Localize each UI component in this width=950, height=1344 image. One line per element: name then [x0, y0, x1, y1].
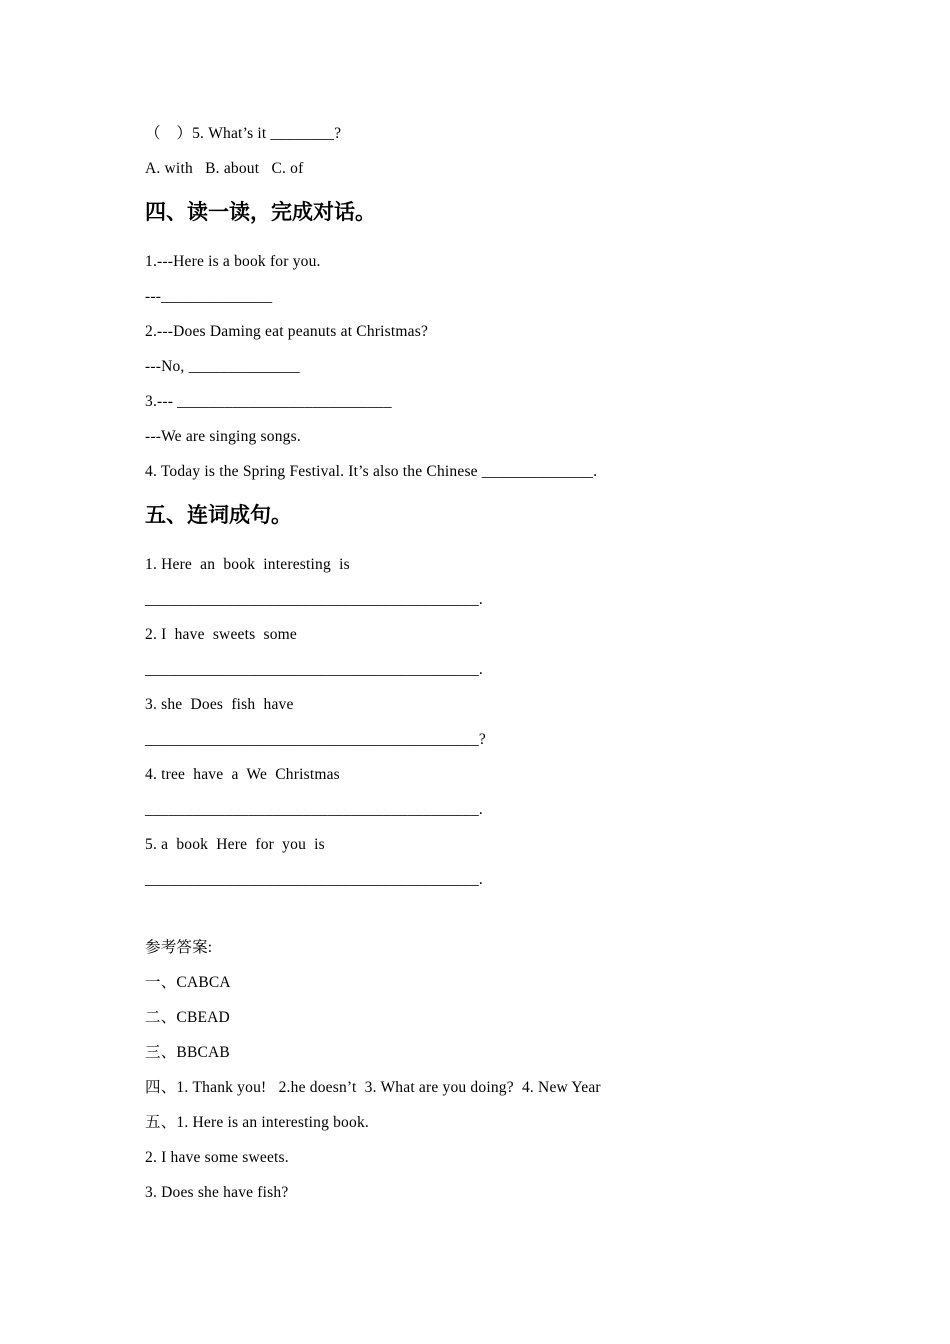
answer-key-line: 2. I have some sweets. [145, 1149, 289, 1166]
sentence-words-line: 3. she Does fish have [145, 696, 294, 713]
dialogue-line: 1.---Here is a book for you. [145, 253, 321, 270]
answer-key-line: 一、CABCA [145, 974, 231, 991]
sentence-words-line: 4. tree have a We Christmas [145, 766, 340, 783]
dialogue-blank-line: 3.--- ___________________________ [145, 393, 392, 410]
section4-heading: 四、读一读，完成对话。 [145, 200, 376, 224]
answer-blank-line: __________________________________________. [145, 871, 483, 888]
mc-question-5-options: A. with B. about C. of [145, 160, 304, 177]
sentence-words-line: 1. Here an book interesting is [145, 556, 350, 573]
sentence-words-line: 5. a book Here for you is [145, 836, 325, 853]
answer-key-line: 二、CBEAD [145, 1009, 230, 1026]
mc-question-5: （ ）5. What’s it ________? [145, 125, 342, 142]
dialogue-line: 4. Today is the Spring Festival. It’s also the Chinese ______________. [145, 463, 598, 480]
answer-blank-line: __________________________________________. [145, 591, 483, 608]
answer-blank-line: __________________________________________. [145, 661, 483, 678]
dialogue-blank-line: ---No, ______________ [145, 358, 300, 375]
answer-key-line: 五、1. Here is an interesting book. [145, 1114, 369, 1131]
answer-key-line: 四、1. Thank you! 2.he doesn’t 3. What are you doing? 4. New Year [145, 1079, 601, 1096]
dialogue-line: ---We are singing songs. [145, 428, 301, 445]
dialogue-blank-line: ---______________ [145, 288, 273, 305]
sentence-words-line: 2. I have sweets some [145, 626, 298, 643]
dialogue-line: 2.---Does Daming eat peanuts at Christmas? [145, 323, 429, 340]
answer-blank-line: __________________________________________? [145, 731, 486, 748]
answers-title: 参考答案: [145, 939, 213, 956]
section5-heading: 五、连词成句。 [145, 503, 292, 527]
answer-key-line: 三、BBCAB [145, 1044, 230, 1061]
answer-key-line: 3. Does she have fish? [145, 1184, 289, 1201]
answer-blank-line: __________________________________________. [145, 801, 483, 818]
